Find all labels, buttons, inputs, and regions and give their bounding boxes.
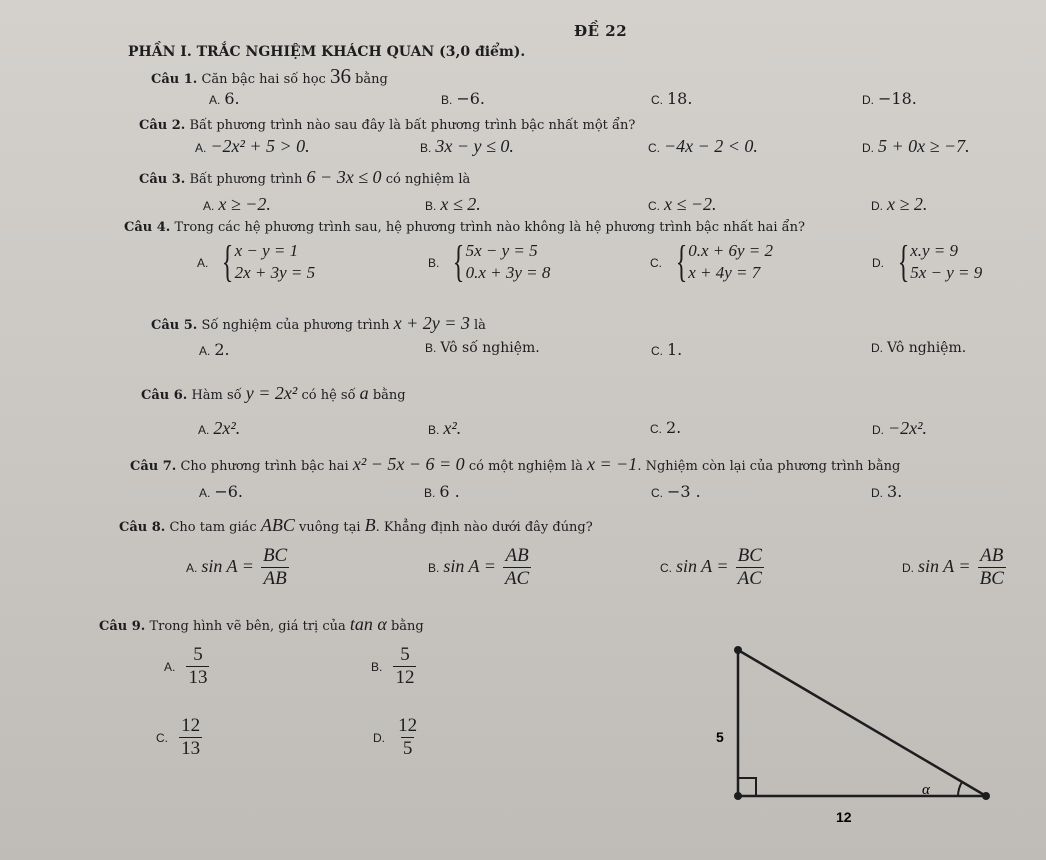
angle-arc: [958, 782, 962, 796]
q7-option-a[interactable]: A. −6.: [199, 482, 244, 501]
triangle-hypotenuse: [738, 650, 986, 796]
question-text: có nghiệm là: [385, 172, 471, 187]
q2-option-a[interactable]: A. −2x² + 5 > 0.: [195, 136, 310, 156]
question-text: bằng: [355, 72, 388, 87]
q1-option-c[interactable]: C. 18.: [651, 89, 693, 108]
question-text: Cho phương trình bậc hai: [180, 459, 349, 474]
question-text: Hàm số: [191, 388, 242, 403]
q7-option-b[interactable]: B. 6 .: [424, 482, 460, 501]
math-value: 36: [329, 64, 351, 88]
q9-option-b[interactable]: B. $\frac{5}{12}$: [371, 644, 415, 688]
section-title: PHẦN I. TRẮC NGHIỆM KHÁCH QUAN (3,0 điểm).: [128, 44, 526, 60]
side-label-vertical: 5: [716, 729, 724, 745]
q4-option-c[interactable]: C. { 0.x + 6y = 2 x + 4y = 7: [650, 237, 774, 286]
question-label: Câu 7.: [130, 459, 177, 474]
math-expression: x² − 5x − 6 = 0: [352, 454, 465, 474]
question-5: [151, 313, 486, 334]
q7-option-d[interactable]: D. 3.: [871, 482, 903, 501]
math-expression: ABC: [260, 515, 295, 535]
q3-option-c[interactable]: C. x ≤ −2.: [648, 194, 717, 214]
question-text: vuông tại: [298, 520, 361, 535]
q8-option-d[interactable]: D. sin A = $\frac{AB}{BC}$: [902, 545, 1004, 589]
question-label: Câu 4.: [124, 220, 171, 235]
q1-option-b[interactable]: B. −6.: [441, 89, 486, 108]
q4-option-a[interactable]: A. { x − y = 1 2x + 3y = 5: [197, 237, 316, 286]
question-text: . Nghiệm còn lại của phương trình bằng: [637, 459, 901, 474]
q5-option-d[interactable]: D. Vô nghiệm.: [871, 340, 967, 356]
question-text: bằng: [372, 388, 406, 403]
math-expression: x = −1: [587, 454, 638, 474]
q1-option-a[interactable]: A. 6.: [209, 89, 240, 108]
question-text: Trong các hệ phương trình sau, hệ phương trình nào không là hệ phương trình bậc nhất hai ẩn?: [174, 220, 805, 235]
question-text: Cho tam giác: [169, 520, 257, 535]
math-expression: a: [359, 383, 369, 403]
question-6: [141, 383, 406, 404]
q7-option-c[interactable]: C. −3 .: [651, 482, 701, 501]
question-9: [99, 614, 424, 635]
q1-option-d[interactable]: D. −18.: [862, 89, 917, 108]
question-3: [139, 167, 470, 188]
q6-option-b[interactable]: B. x².: [428, 418, 462, 438]
question-text: Trong hình vẽ bên, giá trị của: [149, 619, 346, 634]
q4-option-b[interactable]: B. { 5x − y = 5 0.x + 3y = 8: [428, 237, 551, 286]
q6-option-d[interactable]: D. −2x².: [872, 418, 928, 438]
question-7: [130, 454, 900, 475]
q2-option-b[interactable]: B. 3x − y ≤ 0.: [420, 136, 514, 156]
question-label: Câu 5.: [151, 318, 198, 333]
q5-option-c[interactable]: C. 1.: [651, 340, 683, 359]
vertex-dot: [734, 792, 742, 800]
angle-label: α: [922, 782, 930, 798]
q9-option-a[interactable]: A. $\frac{5}{13}$: [164, 644, 208, 688]
question-4: [124, 220, 805, 235]
question-label: Câu 8.: [119, 520, 166, 535]
side-label-horizontal: 12: [836, 809, 852, 825]
q9-option-d[interactable]: D. $\frac{12}{5}$: [373, 715, 418, 759]
question-label: Câu 1.: [151, 72, 198, 87]
question-2: [139, 118, 635, 133]
exam-code: ĐỀ 22: [574, 22, 628, 40]
question-text: Bất phương trình nào sau đây là bất phương trình bậc nhất một ẩn?: [189, 118, 636, 133]
right-triangle-figure: [700, 630, 1020, 840]
question-label: Câu 3.: [139, 172, 186, 187]
question-text: Căn bậc hai số học: [201, 72, 326, 87]
question-text: . Khẳng định nào dưới đây đúng?: [375, 520, 593, 535]
question-8: [119, 515, 593, 536]
q8-option-c[interactable]: C. sin A = $\frac{BC}{AC}$: [660, 545, 762, 589]
q6-option-c[interactable]: C. 2.: [650, 418, 682, 437]
q3-option-a[interactable]: A. x ≥ −2.: [203, 194, 271, 214]
q2-option-d[interactable]: D. 5 + 0x ≥ −7.: [862, 136, 970, 156]
q2-option-c[interactable]: C. −4x − 2 < 0.: [648, 136, 758, 156]
question-label: Câu 6.: [141, 388, 188, 403]
q4-option-d[interactable]: D. { x.y = 9 5x − y = 9: [872, 237, 983, 286]
question-text: Số nghiệm của phương trình: [201, 318, 390, 333]
question-text: bằng: [390, 619, 424, 634]
math-expression: x + 2y = 3: [393, 313, 470, 333]
math-expression: B: [364, 515, 376, 535]
q8-option-b[interactable]: B. sin A = $\frac{AB}{AC}$: [428, 545, 530, 589]
vertex-dot: [982, 792, 990, 800]
question-text: là: [474, 318, 486, 333]
q3-option-b[interactable]: B. x ≤ 2.: [425, 194, 481, 214]
math-expression: tan α: [349, 614, 387, 634]
q3-option-d[interactable]: D. x ≥ 2.: [871, 194, 928, 214]
q5-option-b[interactable]: B. Vô số nghiệm.: [425, 340, 540, 356]
vertex-dot: [734, 646, 742, 654]
q5-option-a[interactable]: A. 2.: [199, 340, 230, 359]
q8-option-a[interactable]: A. sin A = $\frac{BC}{AB}$: [186, 545, 288, 589]
q9-option-c[interactable]: C. $\frac{12}{13}$: [156, 715, 201, 759]
question-label: Câu 9.: [99, 619, 146, 634]
question-text: Bất phương trình: [189, 172, 303, 187]
question-text: có hệ số: [301, 388, 356, 403]
question-label: Câu 2.: [139, 118, 186, 133]
question-text: có một nghiệm là: [468, 459, 583, 474]
q6-option-a[interactable]: A. 2x².: [198, 418, 241, 438]
math-expression: y = 2x²: [245, 383, 298, 403]
math-expression: 6 − 3x ≤ 0: [306, 167, 382, 187]
question-1: [151, 64, 388, 89]
